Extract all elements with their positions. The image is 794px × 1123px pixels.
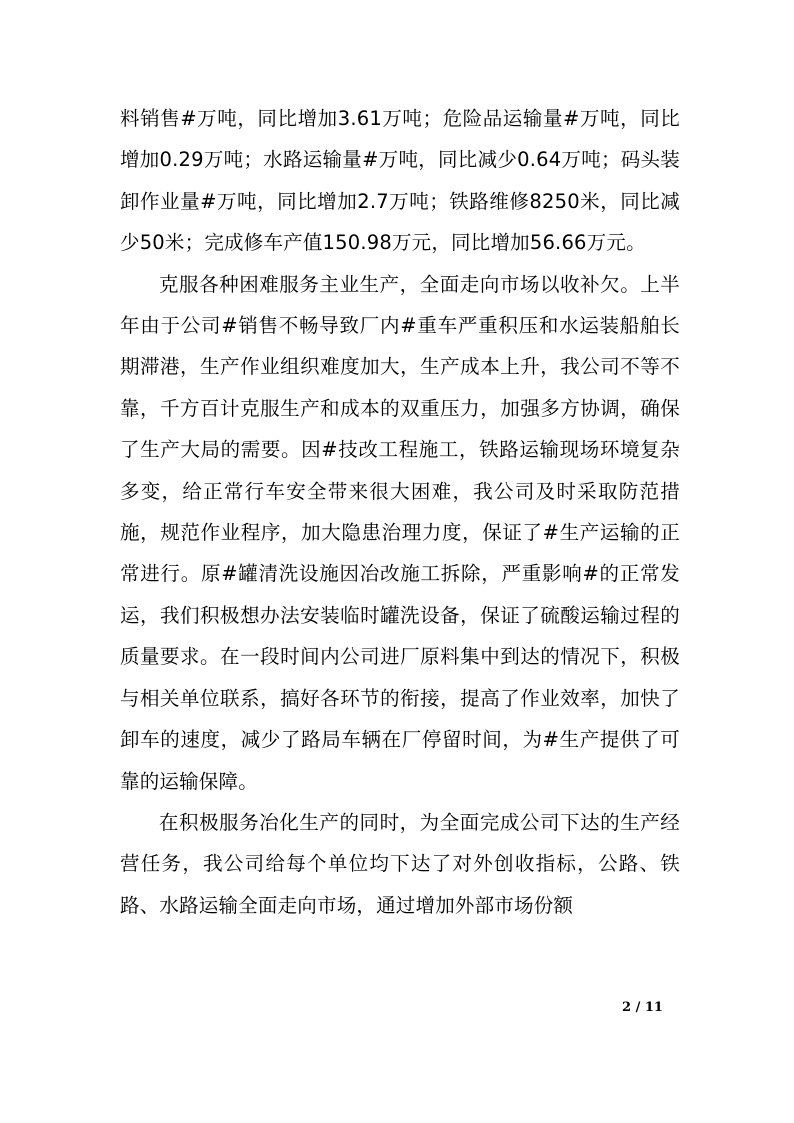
paragraph-3: 在积极服务冶化生产的同时，为全面完成公司下达的生产经营任务，我公司给每个单位均下达了对外创收指标，公路、铁路、水路运输全面走向市场，通过增加外部市场份额 [120, 810, 680, 917]
page-number: 2 / 11 [622, 1000, 663, 1015]
paragraph-2: 克服各种困难服务主业生产，全面走向市场以收补欠。上半年由于公司#销售不畅导致厂内#重车严重积压和水运装船舶长期滞港，生产作业组织难度加大，生产成本上升，我公司不等不靠，千方百计克服生产和成本的双重压力，加强多方协调，确保了生产大局的需要。因#技改工程施工，铁路运输现场环境复杂多变，给正常行车安全带来很大困难，我公司及时采取防范措施，规范作业程序，加大隐患治理力度，保证了#生产运输的正常进行。原#罐清洗设施因冶改施工拆除，严重影响#的正常发运，我们积极想办法安装临时罐洗设备，保证了硫酸运输过程的质量要求。在一段时间内公司进厂原料集中到达的情况下，积极与相关单位联系，搞好各环节的衔接，提高了作业效率，加快了卸车的速度，减少了路局车辆在厂停留时间，为#生产提供了可靠的运输保障。 [120, 272, 680, 793]
document-body [120, 98, 680, 926]
paragraph-1: 料销售#万吨，同比增加3.61万吨；危险品运输量#万吨，同比增加0.29万吨；水路运输量#万吨，同比减少0.64万吨；码头装卸作业量#万吨，同比增加2.7万吨；铁路维修8250米，同比减少50米；完成修车产值150.98万元，同比增加56.66万元。 [120, 107, 680, 255]
